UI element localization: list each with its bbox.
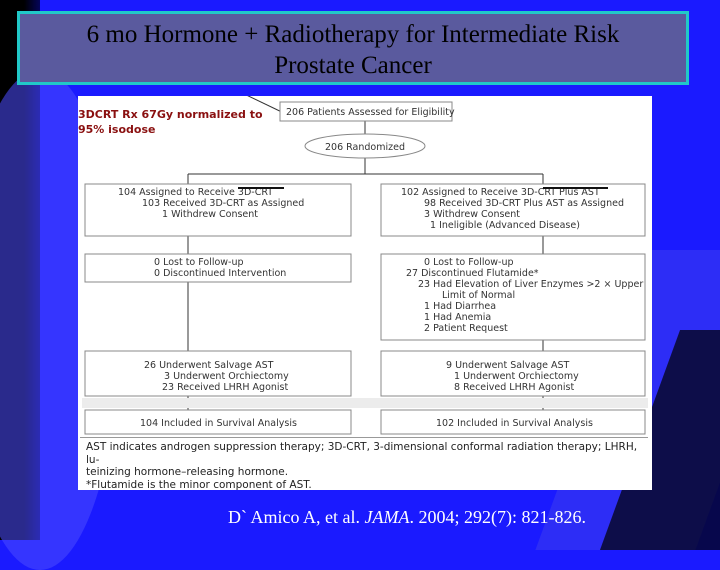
right-follow-line: Limit of Normal	[442, 290, 516, 301]
right-follow-line: 27 Discontinued Flutamide*	[406, 268, 539, 279]
right-alloc-line: 98 Received 3D-CRT Plus AST as Assigned	[424, 198, 624, 209]
citation-journal: JAMA	[364, 507, 410, 527]
right-follow-line: 1 Had Diarrhea	[424, 301, 497, 312]
right-follow-line: 1 Had Anemia	[424, 312, 492, 323]
right-analysis-text: 102 Included in Survival Analysis	[436, 418, 593, 429]
dose-annotation-line2: 95% isodose	[78, 123, 156, 136]
left-salvage-line: 3 Underwent Orchiectomy	[164, 371, 289, 382]
footnote-line: *Flutamide is the minor component of AST.	[86, 478, 312, 491]
citation-authors: D` Amico A, et al.	[228, 507, 365, 527]
left-alloc-line: 1 Withdrew Consent	[162, 209, 259, 220]
footnote-line: teinizing hormone–releasing hormone.	[86, 466, 289, 478]
left-follow-line: 0 Lost to Follow-up	[154, 257, 244, 268]
right-alloc-line: 102 Assigned to Receive 3D-CRT Plus AST	[401, 187, 600, 198]
slide-title-line1: 6 mo Hormone + Radiotherapy for Intermediate Risk	[86, 21, 620, 48]
footnote	[86, 441, 646, 491]
left-analysis-text: 104 Included in Survival Analysis	[140, 418, 297, 429]
left-salvage-line: 23 Received LHRH Agonist	[162, 382, 289, 393]
left-salvage-line: 26 Underwent Salvage AST	[144, 360, 274, 371]
left-follow-line: 0 Discontinued Intervention	[154, 268, 287, 279]
right-salvage-line: 9 Underwent Salvage AST	[446, 360, 570, 371]
right-salvage-line: 1 Underwent Orchiectomy	[454, 371, 579, 382]
slide-title	[17, 11, 689, 85]
citation-details: . 2004; 292(7): 821-826.	[409, 507, 586, 527]
footnote-divider	[80, 437, 648, 438]
slide-title-line2: Prostate Cancer	[274, 52, 432, 79]
right-alloc-line: 3 Withdrew Consent	[424, 209, 521, 220]
right-follow-line: 0 Lost to Follow-up	[424, 257, 514, 268]
right-alloc-line: 1 Ineligible (Advanced Disease)	[430, 220, 580, 231]
citation	[228, 507, 586, 528]
left-alloc-line: 103 Received 3D-CRT as Assigned	[142, 198, 305, 209]
dose-annotation-line1: 3DCRT Rx 67Gy normalized to	[78, 108, 263, 121]
assessed-text: 206 Patients Assessed for Eligibility	[286, 107, 455, 118]
flowchart-svg	[78, 96, 652, 490]
left-alloc-line: 104 Assigned to Receive 3D-CRT	[118, 187, 274, 198]
consort-flowchart	[78, 96, 652, 490]
footnote-line: AST indicates androgen suppression therapy; 3D-CRT, 3-dimensional conformal radiation therapy; LHRH, lu-	[86, 441, 638, 466]
randomized-text: 206 Randomized	[325, 142, 405, 153]
right-salvage-line: 8 Received LHRH Agonist	[454, 382, 575, 393]
dose-annotation	[78, 107, 263, 137]
separator-strip	[82, 398, 648, 408]
right-follow-line: 23 Had Elevation of Liver Enzymes >2 × Upper	[418, 279, 644, 290]
right-follow-line: 2 Patient Request	[424, 323, 508, 334]
